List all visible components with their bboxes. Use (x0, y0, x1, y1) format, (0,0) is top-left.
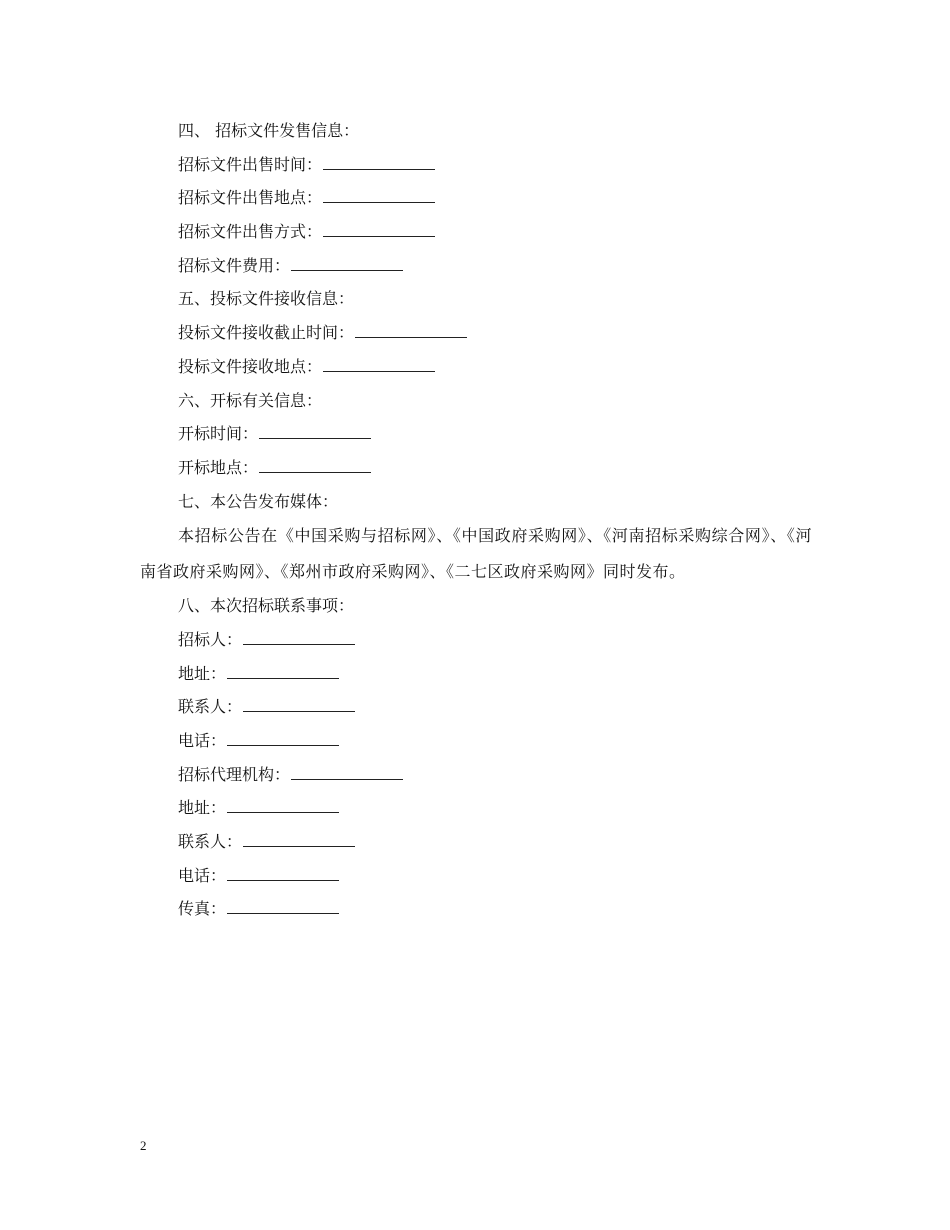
phone-blank-1 (227, 731, 339, 746)
opening-time-blank (259, 424, 371, 439)
fee-blank (291, 256, 403, 271)
tenderer-blank (243, 630, 355, 645)
section-6-heading (140, 384, 812, 418)
fee-row (140, 249, 812, 283)
section-5-heading (140, 282, 812, 316)
phone-label-1: 电话： (178, 731, 227, 750)
contact-blank-2 (243, 832, 355, 847)
section-7-heading-text: 七、本公告发布媒体： (178, 491, 339, 511)
sale-time-blank (323, 155, 435, 170)
section-8-heading (140, 589, 812, 623)
contact-row-2 (140, 825, 812, 859)
opening-place-blank (259, 458, 371, 473)
section-4-heading (140, 114, 812, 148)
opening-place-row (140, 451, 812, 485)
opening-place-label: 开标地点： (178, 457, 259, 477)
fax-blank (227, 899, 339, 914)
sale-time-label: 招标文件出售时间： (178, 154, 323, 174)
address-label-1: 地址： (178, 663, 227, 683)
sale-time-row (140, 148, 812, 182)
contact-blank-1 (243, 697, 355, 712)
section-7-heading (140, 485, 812, 519)
fee-label: 招标文件费用： (178, 255, 291, 275)
address-row-2 (140, 791, 812, 825)
address-row-1 (140, 657, 812, 691)
bid-place-row (140, 350, 812, 384)
section-6-heading-text: 六、开标有关信息： (178, 390, 323, 410)
bid-place-label: 投标文件接收地点： (178, 356, 323, 376)
bid-deadline-label: 投标文件接收截止时间： (178, 323, 355, 343)
fax-row (140, 892, 812, 926)
agency-blank (291, 765, 403, 780)
tenderer-label: 招标人： (178, 629, 243, 649)
contact-label-2: 联系人： (178, 832, 243, 852)
page-number: 2 (140, 1138, 147, 1153)
address-blank-1 (227, 664, 339, 679)
sale-place-row (140, 181, 812, 215)
media-paragraph: 本招标公告在《中国采购与招标网》、《中国政府采购网》、《河南招标采购综合网》、《河南省政府采购网》、《郑州市政府采购网》、《二七区政府采购网》同时发布。 (140, 526, 812, 581)
tenderer-row (140, 623, 812, 657)
sale-place-label: 招标文件出售地点： (178, 188, 323, 208)
sale-place-blank (323, 188, 435, 203)
fax-label: 传真： (178, 899, 227, 919)
phone-blank-2 (227, 866, 339, 881)
contact-row-1 (140, 690, 812, 724)
address-blank-2 (227, 798, 339, 813)
document-body (140, 114, 812, 926)
phone-label-2: 电话： (178, 865, 227, 885)
opening-time-label: 开标时间： (178, 424, 259, 444)
contact-label-1: 联系人： (178, 697, 243, 717)
section-5-heading-text: 五、投标文件接收信息： (178, 289, 355, 309)
phone-row-1 (140, 724, 812, 758)
section-8-heading-text: 八、本次招标联系事项： (178, 596, 355, 616)
opening-time-row (140, 417, 812, 451)
bid-deadline-blank (355, 323, 467, 338)
sale-method-blank (323, 222, 435, 237)
sale-method-label: 招标文件出售方式： (178, 222, 323, 242)
bid-place-blank (323, 357, 435, 372)
agency-row (140, 758, 812, 792)
bid-deadline-row (140, 316, 812, 350)
address-label-2: 地址： (178, 798, 227, 818)
agency-label: 招标代理机构： (178, 764, 291, 784)
section-4-heading-text: 四、 招标文件发售信息： (178, 121, 360, 140)
sale-method-row (140, 215, 812, 249)
phone-row-2 (140, 859, 812, 893)
